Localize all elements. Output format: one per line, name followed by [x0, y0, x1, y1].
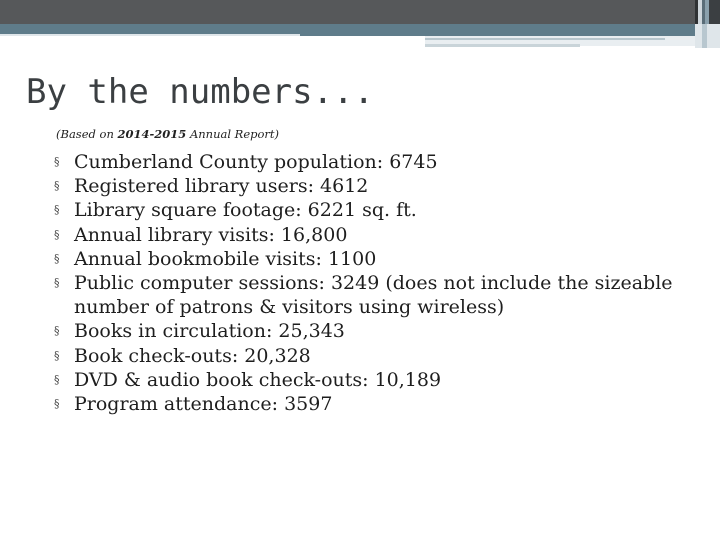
- slide-title: By the numbers...: [26, 72, 374, 112]
- bullet-icon: §: [54, 203, 60, 217]
- subtitle-prefix: (Based on: [56, 127, 118, 141]
- bullet-icon: §: [54, 372, 60, 386]
- list-item: [54, 368, 694, 392]
- list-item-text: Registered library users: 4612: [74, 175, 369, 198]
- slide-subtitle: [56, 126, 279, 142]
- list-item: [54, 247, 694, 271]
- accent-line: [425, 38, 665, 40]
- subtitle-years: 2014-2015: [117, 127, 187, 141]
- top-decorative-bar: [0, 0, 720, 24]
- list-item: [54, 271, 694, 319]
- bullet-icon: §: [54, 227, 60, 241]
- list-item: [54, 344, 694, 368]
- bullet-icon: §: [54, 251, 60, 265]
- list-item: [54, 174, 694, 198]
- list-item-text: Library square footage: 6221 sq. ft.: [74, 199, 417, 222]
- corner-decoration: [695, 24, 720, 48]
- subtitle-suffix: Annual Report): [186, 127, 280, 141]
- list-item-text: DVD & audio book check-outs: 10,189: [74, 368, 442, 391]
- bullet-icon: §: [54, 276, 60, 290]
- list-item-text: Program attendance: 3597: [74, 393, 333, 416]
- list-item-text: Public computer sessions: 3249 (does not include the sizeable number of patrons & visitors using wireless): [74, 272, 673, 319]
- list-item-text: Book check-outs: 20,328: [74, 344, 311, 367]
- bullet-icon: §: [54, 179, 60, 193]
- accent-line: [0, 34, 300, 36]
- bullet-icon: §: [54, 155, 60, 168]
- list-item-text: Annual library visits: 16,800: [74, 223, 348, 246]
- statistics-list: [54, 150, 694, 416]
- bullet-icon: §: [54, 397, 60, 411]
- list-item: [54, 150, 694, 174]
- bullet-icon: §: [54, 348, 60, 362]
- accent-line: [425, 44, 580, 47]
- list-item: [54, 392, 694, 416]
- bullet-icon: §: [54, 324, 60, 338]
- list-item: [54, 198, 694, 222]
- list-item-text: Cumberland County population: 6745: [74, 151, 438, 173]
- list-item: [54, 223, 694, 247]
- list-item: [54, 319, 694, 343]
- list-item-text: Books in circulation: 25,343: [74, 320, 345, 343]
- list-item-text: Annual bookmobile visits: 1100: [74, 247, 377, 270]
